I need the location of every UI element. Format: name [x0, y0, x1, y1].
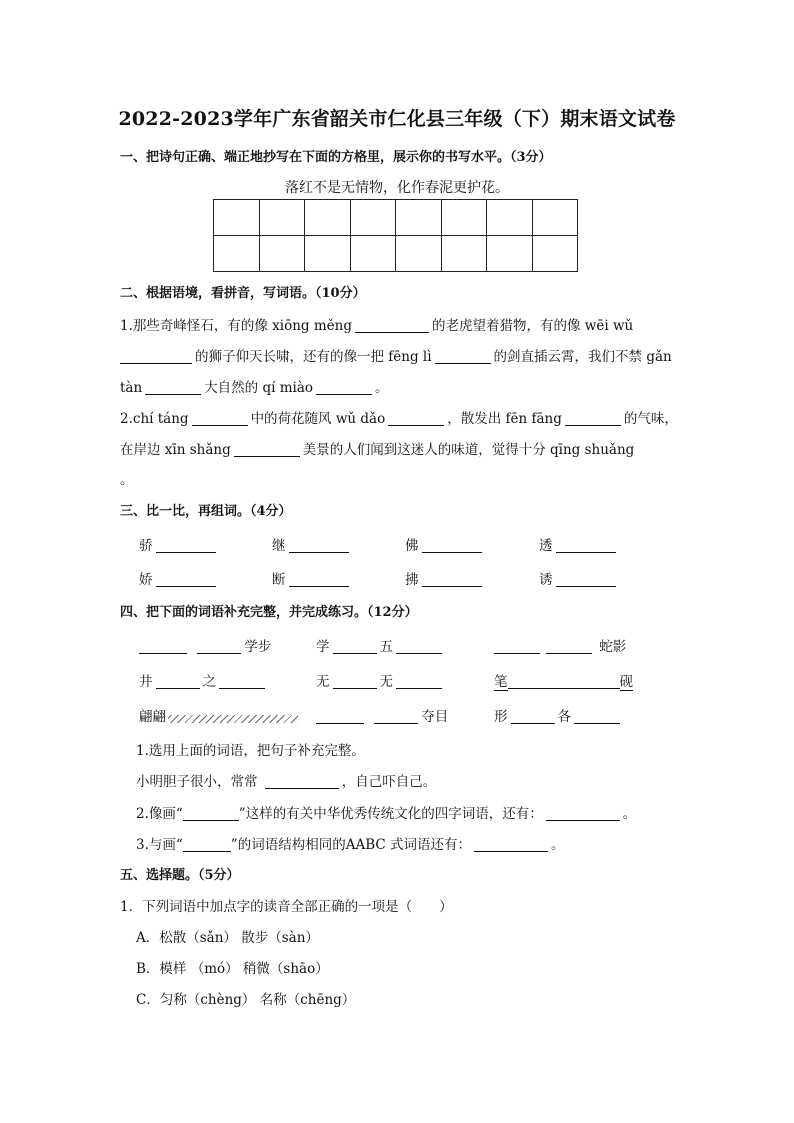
text: 夺目: [421, 709, 449, 725]
answer-blank[interactable]: [265, 774, 339, 789]
idiom-item: [139, 705, 298, 725]
answer-blank[interactable]: [508, 674, 620, 689]
compare-item: [405, 568, 485, 588]
grid-cell[interactable]: [259, 236, 305, 272]
text: 砚: [619, 674, 633, 690]
text: 井: [139, 674, 153, 690]
section-1-heading: 一、把诗句正确、端正地抄写在下面的方格里，展示你的书写水平。（3分）: [120, 150, 552, 165]
s2-line-2: [120, 345, 672, 365]
idiom-item: [139, 670, 268, 690]
compare-item: [139, 534, 219, 554]
answer-blank[interactable]: [156, 572, 216, 587]
s4-question-1: 1.选用上面的词语，把句子补充完整。: [136, 743, 365, 759]
text: 2.chí táng: [120, 411, 189, 427]
section-2-heading: 二、根据语境，看拼音，写词语。（10分）: [120, 286, 366, 301]
grid-cell[interactable]: [532, 200, 578, 236]
section-4-heading: 四、把下面的词语补充完整，并完成练习。（12分）: [120, 605, 418, 620]
poem-line: 落红不是无情物，化作春泥更护花。: [285, 180, 509, 196]
answer-blank[interactable]: [494, 639, 540, 654]
text: ，自己吓自己。: [341, 774, 437, 790]
text: 的气味，: [623, 411, 678, 427]
text: 2.像画“: [136, 806, 183, 822]
answer-blank[interactable]: [374, 709, 418, 724]
char: 继: [272, 538, 286, 554]
answer-blank[interactable]: [556, 538, 616, 553]
s2-line-1: [120, 314, 633, 334]
answer-blank[interactable]: [474, 837, 548, 852]
text: 。: [375, 380, 389, 396]
compare-item: [272, 568, 352, 588]
grid-cell[interactable]: [305, 200, 351, 236]
writing-grid: [213, 199, 578, 272]
text: 无: [316, 674, 330, 690]
s2-line-3: [120, 376, 389, 396]
answer-blank[interactable]: [139, 639, 187, 654]
idiom-item: [494, 635, 626, 655]
answer-blank[interactable]: [422, 572, 482, 587]
answer-blank[interactable]: [192, 411, 248, 426]
compare-item: [539, 534, 619, 554]
answer-blank[interactable]: [120, 349, 192, 364]
grid-cell[interactable]: [441, 236, 487, 272]
text: 五: [379, 639, 393, 655]
answer-blank[interactable]: [183, 837, 231, 852]
option-a[interactable]: A．松散（sǎn） 散步（sàn）: [136, 930, 319, 946]
answer-blank[interactable]: [145, 380, 201, 395]
section-3-heading: 三、比一比，再组词。（4分）: [120, 504, 292, 519]
answer-blank[interactable]: [396, 674, 442, 689]
page-title: 2022-2023学年广东省韶关市仁化县三年级（下）期末语文试卷: [118, 108, 676, 130]
text: 的老虎望着猎物，有的像 wēi wǔ: [432, 318, 634, 334]
compare-item: [405, 534, 485, 554]
s4-question-2: [136, 802, 636, 822]
char: 娇: [139, 572, 153, 588]
answer-blank[interactable]: [556, 572, 616, 587]
grid-cell[interactable]: [259, 200, 305, 236]
grid-cell[interactable]: [350, 200, 396, 236]
text: 的狮子仰天长啸，还有的像一把 fēng lì: [195, 349, 432, 365]
char: 骄: [139, 538, 153, 554]
compare-item: [539, 568, 619, 588]
char: 透: [539, 538, 553, 554]
idiom-item: [316, 705, 448, 725]
answer-blank[interactable]: [156, 674, 200, 689]
idiom-item: [494, 670, 633, 690]
char: 断: [272, 572, 286, 588]
answer-blank[interactable]: [234, 442, 300, 457]
wavy-underline: [168, 715, 298, 723]
text: 。: [551, 837, 565, 853]
text: 翩翩: [139, 709, 166, 725]
idiom-item: [139, 635, 271, 655]
text: ”这样的有关中华优秀传统文化的四字词语，还有：: [238, 806, 543, 822]
text: 形: [494, 709, 508, 725]
answer-blank[interactable]: [546, 806, 620, 821]
idiom-item: [316, 635, 445, 655]
answer-blank[interactable]: [511, 709, 555, 724]
s2-line-5: [120, 438, 634, 458]
s5-question-1: 1．下列词语中加点字的读音全部正确的一项是（ ）: [120, 899, 453, 915]
answer-blank[interactable]: [156, 538, 216, 553]
text: 学: [316, 639, 330, 655]
text: 笔: [494, 674, 508, 690]
answer-blank[interactable]: [333, 674, 377, 689]
answer-blank[interactable]: [289, 572, 349, 587]
text: ”的词语结构相同的AABC 式词语还有：: [230, 837, 471, 853]
answer-blank[interactable]: [565, 411, 621, 426]
text: 美景的人们闻到这迷人的味道，觉得十分 qīng shuǎng: [302, 442, 635, 458]
text: 各: [557, 709, 571, 725]
section-5-heading: 五、选择题。（5分）: [120, 868, 240, 883]
grid-cell[interactable]: [214, 200, 260, 236]
text: 3.与画“: [136, 837, 183, 853]
text: tàn: [120, 380, 143, 396]
text: ，散发出 fēn fāng: [447, 411, 562, 427]
answer-blank[interactable]: [574, 709, 620, 724]
grid-cell[interactable]: [350, 236, 396, 272]
compare-item: [139, 568, 219, 588]
text: 中的荷花随风 wǔ dǎo: [250, 411, 386, 427]
option-b[interactable]: B．模样 （mó） 稍微（shāo）: [136, 961, 329, 977]
answer-blank[interactable]: [546, 639, 592, 654]
answer-blank[interactable]: [435, 349, 491, 364]
answer-blank[interactable]: [197, 639, 241, 654]
char: 佛: [405, 538, 419, 554]
text: 无: [379, 674, 393, 690]
text: 蛇影: [599, 639, 627, 655]
answer-blank[interactable]: [316, 380, 372, 395]
grid-cell[interactable]: [441, 200, 487, 236]
answer-blank[interactable]: [422, 538, 482, 553]
grid-cell[interactable]: [214, 236, 260, 272]
text: 小明胆子很小，常常: [136, 774, 258, 790]
idiom-item: [494, 705, 623, 725]
idiom-item: [316, 670, 445, 690]
char: 诱: [539, 572, 553, 588]
answer-blank[interactable]: [183, 806, 239, 821]
char: 拂: [405, 572, 419, 588]
option-c[interactable]: C．匀称（chèng） 名称（chēng）: [136, 992, 356, 1008]
s2-line-6: 。: [120, 472, 134, 488]
grid-cell[interactable]: [305, 236, 351, 272]
grid-cell[interactable]: [487, 200, 533, 236]
answer-blank[interactable]: [355, 318, 429, 333]
compare-item: [272, 534, 352, 554]
text: 之: [202, 674, 216, 690]
s2-line-4: [120, 407, 678, 427]
text: 。: [622, 806, 637, 822]
answer-blank[interactable]: [316, 709, 364, 724]
grid-cell[interactable]: [396, 200, 442, 236]
answer-blank[interactable]: [333, 639, 377, 654]
text: 的剑直插云霄，我们不禁 gǎn: [493, 349, 672, 365]
answer-blank[interactable]: [388, 411, 444, 426]
grid-cell[interactable]: [487, 236, 533, 272]
grid-cell[interactable]: [396, 236, 442, 272]
answer-blank[interactable]: [289, 538, 349, 553]
s4-question-1-sentence: [136, 770, 436, 790]
answer-blank[interactable]: [219, 674, 265, 689]
answer-blank[interactable]: [396, 639, 442, 654]
grid-cell[interactable]: [532, 236, 578, 272]
text: 在岸边 xīn shǎng: [120, 442, 231, 458]
text: 1.那些奇峰怪石，有的像 xiōng měng: [120, 318, 352, 334]
s4-question-3: [136, 833, 565, 853]
text: 大自然的 qí miào: [204, 380, 314, 396]
text: 学步: [244, 639, 272, 655]
